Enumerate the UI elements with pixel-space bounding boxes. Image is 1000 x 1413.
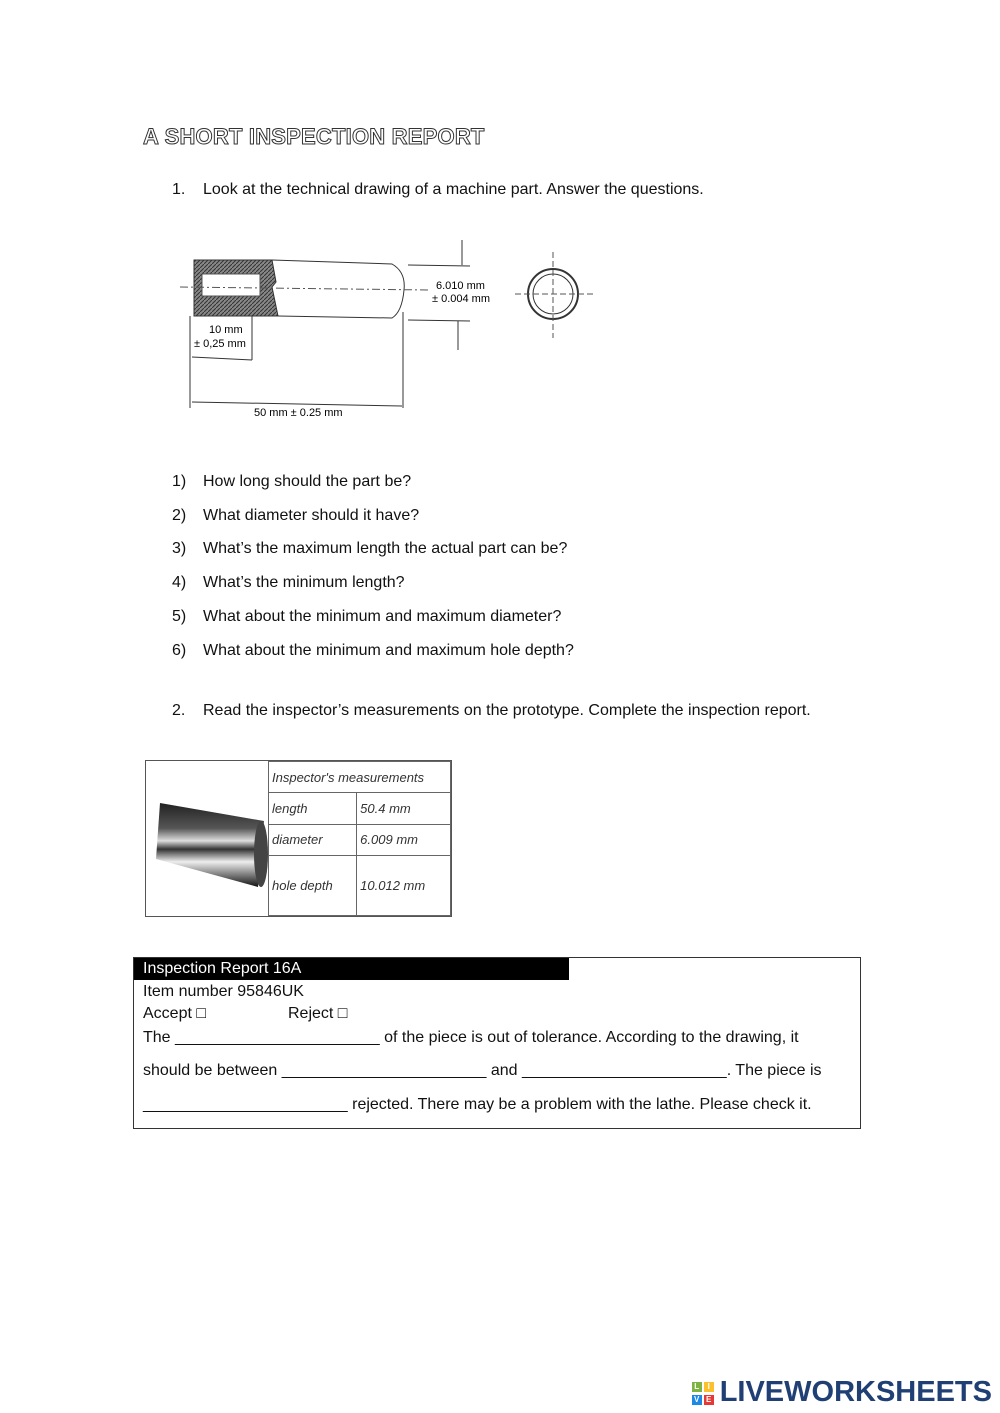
question-text: What diameter should it have? [203,507,420,524]
question-number: 3) [172,540,187,557]
cell-label: hole depth [269,856,357,916]
report-line-1[interactable]: The _______________________ of the piece is out of tolerance. According to the drawing, it [143,1029,799,1046]
task-text: Look at the technical drawing of a machine part. Answer the questions. [203,181,704,198]
question [172,608,561,626]
hole [202,274,260,296]
cell-value: 50.4 mm [357,793,451,824]
question-text: How long should the part be? [203,473,412,490]
logo-text: LIVEWORKSHEETS [719,1376,992,1408]
question [172,574,405,592]
cell-value: 6.009 mm [357,824,451,855]
question-number: 1) [172,473,187,490]
prototype-photo [146,761,268,916]
question-text: What’s the minimum length? [203,574,405,591]
question-number: 5) [172,608,187,625]
diameter-label: 6.010 mm [436,280,485,292]
measurements-table [268,761,451,916]
technical-drawing [180,232,610,432]
task-number: 1. [172,181,186,198]
question [172,540,567,558]
logo-icon: L IV E [691,1380,717,1406]
question-text: What about the minimum and maximum hole depth? [203,642,574,659]
table-header: Inspector's measurements [269,762,451,793]
prototype-measurements-figure [145,760,452,917]
reject-checkbox[interactable]: Reject □ [288,1005,348,1022]
inspection-report [133,957,861,1129]
report-line-3[interactable]: _______________________ rejected. There may be a problem with the lathe. Please check it. [143,1096,812,1113]
question-number: 4) [172,574,187,591]
question [172,642,574,660]
cell-value: 10.012 mm [357,856,451,916]
table-row [269,793,451,824]
report-line-2[interactable]: should be between _______________________ and _______________________. The piece is [143,1062,822,1079]
page-title: A SHORT INSPECTION REPORT [143,124,485,149]
accept-checkbox[interactable]: Accept □ [143,1005,207,1022]
hole-tolerance-label: ± 0,25 mm [194,338,246,350]
question [172,507,419,525]
length-label: 50 mm ± 0.25 mm [254,407,343,419]
question-number: 6) [172,642,187,659]
table-row [269,856,451,916]
hole-depth-label: 10 mm [209,324,243,336]
task-text: Read the inspector’s measurements on the prototype. Complete the inspection report. [203,702,811,719]
cell-label: length [269,793,357,824]
diameter-tolerance-label: ± 0.004 mm [432,293,491,305]
question [172,473,411,491]
question-text: What’s the maximum length the actual part can be? [203,540,568,557]
question-text: What about the minimum and maximum diameter? [203,608,562,625]
task-1 [172,181,704,199]
report-title: Inspection Report 16A [134,958,569,980]
end-view [515,252,595,338]
question-number: 2) [172,507,187,524]
task-2 [172,702,811,720]
item-number: Item number 95846UK [143,983,304,1000]
task-number: 2. [172,702,186,719]
liveworksheets-logo [691,1376,992,1409]
table-row [269,824,451,855]
cell-label: diameter [269,824,357,855]
